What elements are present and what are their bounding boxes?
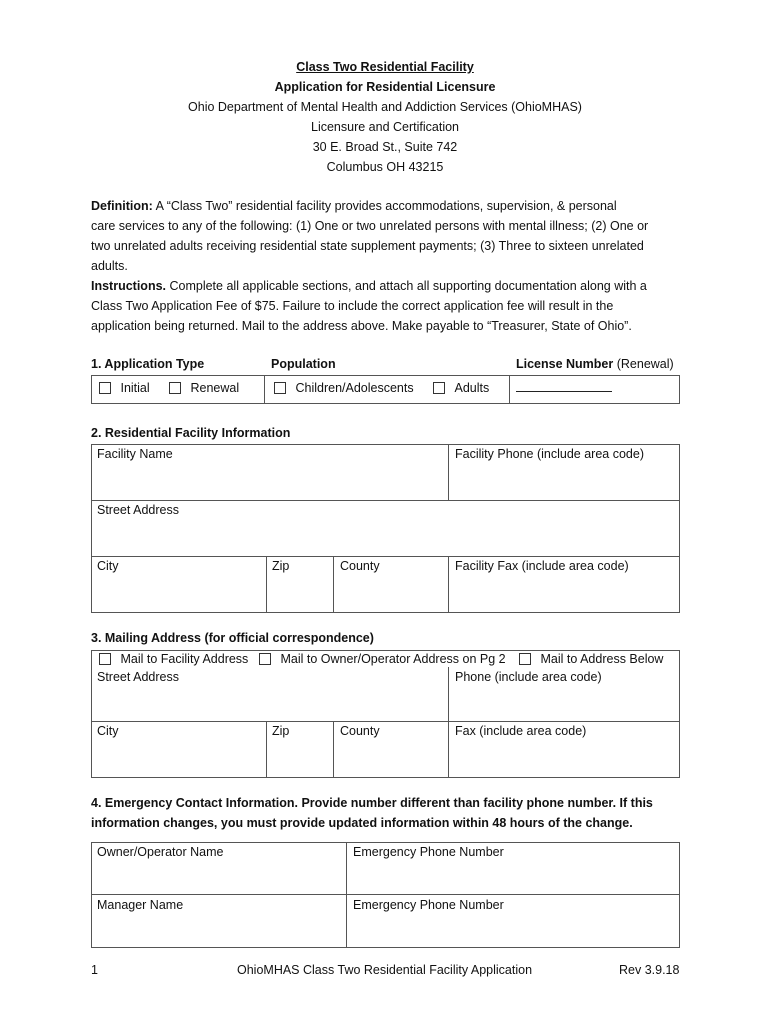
owner-phone-label: Emergency Phone Number	[353, 845, 504, 859]
zip-label: Zip	[272, 559, 290, 573]
county-field[interactable]	[334, 575, 447, 612]
instructions-paragraph	[91, 276, 681, 336]
initial-checkbox[interactable]	[99, 382, 111, 394]
owner-name-label: Owner/Operator Name	[97, 845, 224, 859]
definition-text-3: two unrelated adults receiving residential state supplement payments; (3) Three to sixteen unrelated	[91, 239, 644, 253]
mail-zip-label: Zip	[272, 724, 290, 738]
instructions-text-2: Class Two Application Fee of $75. Failure to include the correct application fee will result in the	[91, 299, 614, 313]
form-title: Class Two Residential Facility	[296, 60, 474, 74]
adults-option[interactable]	[433, 381, 489, 395]
definition-paragraph	[91, 196, 681, 276]
zip-field[interactable]	[267, 575, 332, 612]
facility-fax-field[interactable]	[449, 575, 679, 612]
renewal-label: Renewal	[190, 381, 240, 395]
manager-name-field[interactable]	[92, 914, 345, 947]
mail-below-option[interactable]	[519, 652, 663, 666]
mail-owner-option[interactable]	[259, 652, 506, 666]
mail-city-field[interactable]	[92, 740, 265, 777]
street-address-label: Street Address	[97, 503, 179, 517]
manager-phone-field[interactable]	[347, 914, 679, 947]
license-number-field[interactable]	[516, 391, 612, 392]
facility-fax-label: Facility Fax (include area code)	[455, 559, 629, 573]
mail-zip-field[interactable]	[267, 740, 332, 777]
mail-owner-label: Mail to Owner/Operator Address on Pg 2	[280, 652, 506, 666]
street-address-field[interactable]	[92, 519, 679, 555]
children-label: Children/Adolescents	[295, 381, 414, 395]
mail-phone-field[interactable]	[449, 686, 679, 720]
mail-county-field[interactable]	[334, 740, 447, 777]
manager-name-label: Manager Name	[97, 898, 184, 912]
division-name: Licensure and Certification	[311, 120, 459, 134]
county-label: County	[340, 559, 380, 573]
adults-label: Adults	[454, 381, 490, 395]
mail-below-label: Mail to Address Below	[540, 652, 664, 666]
mail-facility-checkbox[interactable]	[99, 653, 111, 665]
mail-facility-label: Mail to Facility Address	[120, 652, 249, 666]
section-4-heading-2: information changes, you must provide updated information within 48 hours of the change.	[91, 816, 633, 830]
section-1-heading: 1. Application Type	[91, 357, 205, 371]
license-number-heading: License Number (Renewal)	[516, 357, 674, 371]
mail-street-address-label: Street Address	[97, 670, 179, 684]
mail-street-address-field[interactable]	[92, 686, 447, 720]
renewal-option[interactable]	[169, 381, 239, 395]
facility-name-label: Facility Name	[97, 447, 173, 461]
facility-name-field[interactable]	[92, 463, 447, 499]
address-line-1: 30 E. Broad St., Suite 742	[312, 140, 458, 154]
city-field[interactable]	[92, 575, 265, 612]
definition-text-4: adults.	[91, 259, 128, 273]
instructions-text-1: Complete all applicable sections, and attach all supporting documentation along with a	[166, 279, 647, 293]
owner-name-field[interactable]	[92, 861, 345, 893]
instructions-label: Instructions.	[91, 279, 167, 293]
section-4-heading-1: 4. Emergency Contact Information. Provide number different than facility phone number. If this	[91, 796, 653, 810]
definition-text-2: care services to any of the following: (1) One or two unrelated persons with mental illness; (2) One or	[91, 219, 649, 233]
footer-doc-title: OhioMHAS Class Two Residential Facility Application	[237, 963, 533, 977]
mail-fax-label: Fax (include area code)	[455, 724, 587, 738]
page-number: 1	[91, 963, 98, 977]
manager-phone-label: Emergency Phone Number	[353, 898, 504, 912]
facility-phone-label: Facility Phone (include area code)	[455, 447, 644, 461]
mail-owner-checkbox[interactable]	[259, 653, 271, 665]
mail-phone-label: Phone (include area code)	[455, 670, 602, 684]
section-3-heading: 3. Mailing Address (for official correspondence)	[91, 631, 374, 645]
mail-below-checkbox[interactable]	[519, 653, 531, 665]
section-2-heading: 2. Residential Facility Information	[91, 426, 291, 440]
mail-facility-option[interactable]	[99, 652, 248, 666]
renewal-checkbox[interactable]	[169, 382, 181, 394]
address-line-2: Columbus OH 43215	[326, 160, 444, 174]
initial-option[interactable]	[99, 381, 150, 395]
mail-county-label: County	[340, 724, 380, 738]
definition-label: Definition:	[91, 199, 153, 213]
children-option[interactable]	[274, 381, 414, 395]
adults-checkbox[interactable]	[433, 382, 445, 394]
department-name: Ohio Department of Mental Health and Addiction Services (OhioMHAS)	[188, 100, 582, 114]
mail-fax-field[interactable]	[449, 740, 679, 777]
children-checkbox[interactable]	[274, 382, 286, 394]
population-heading: Population	[271, 357, 336, 371]
owner-phone-field[interactable]	[347, 861, 679, 893]
instructions-text-3: application being returned. Mail to the address above. Make payable to “Treasurer, State of Ohio”.	[91, 319, 632, 333]
footer-revision: Rev 3.9.18	[619, 963, 680, 977]
city-label: City	[97, 559, 119, 573]
definition-text-1: A “Class Two” residential facility provides accommodations, supervision, & personal	[152, 199, 617, 213]
facility-phone-field[interactable]	[449, 463, 679, 499]
initial-label: Initial	[120, 381, 150, 395]
form-subtitle: Application for Residential Licensure	[274, 80, 496, 94]
mail-city-label: City	[97, 724, 119, 738]
